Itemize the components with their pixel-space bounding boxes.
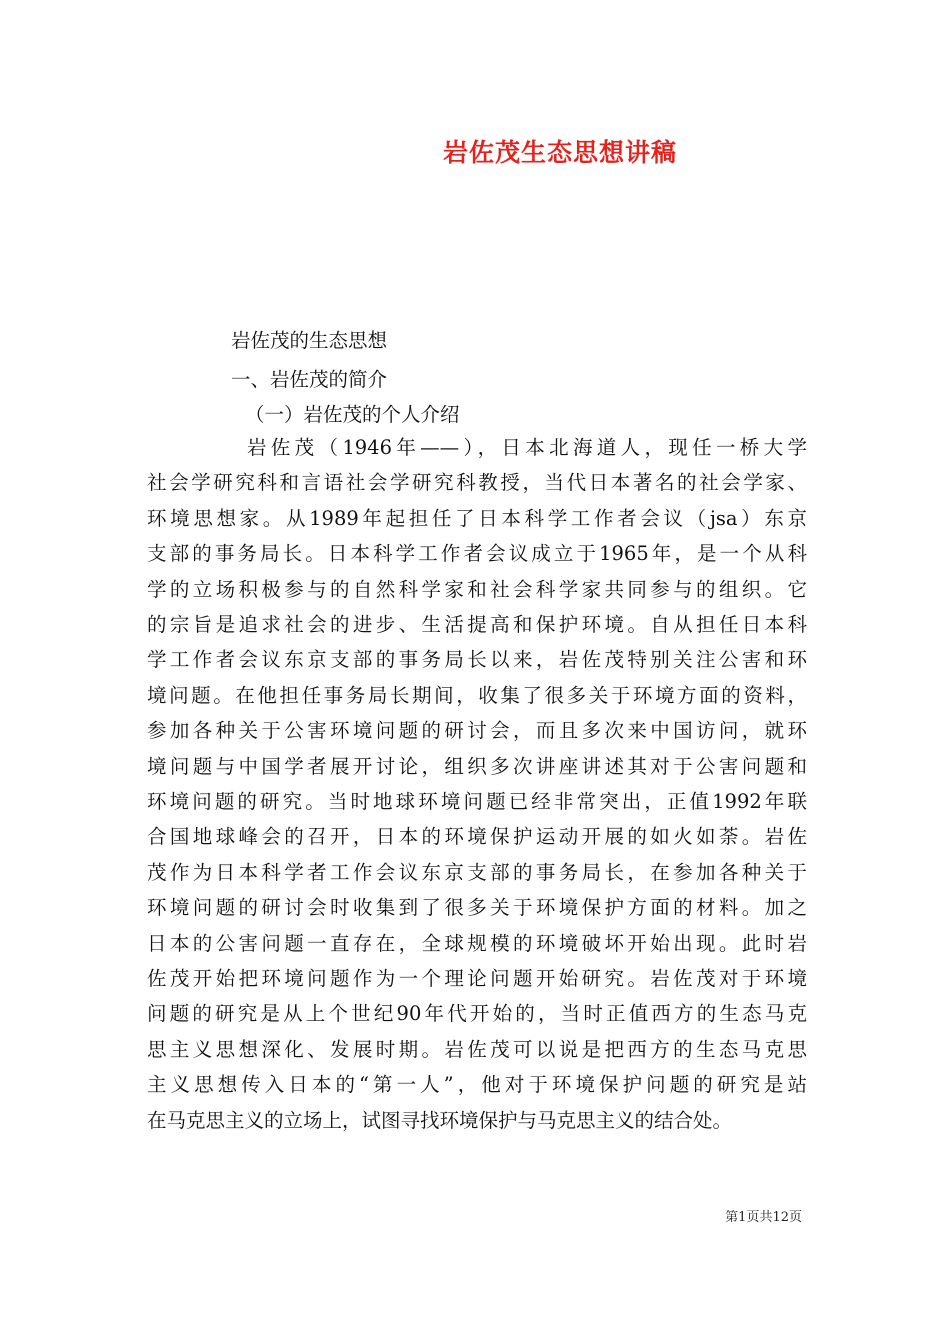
paragraph-line: 支部的事务局长。日本科学工作者会议成立于1965年，是一个从科 [147, 542, 807, 566]
paragraph-line: 主义思想传入日本的“第一人”，他对于环境保护问题的研究是站 [147, 1073, 807, 1097]
page-number-footer: 第1页共12页 [725, 1210, 802, 1225]
paragraph-line: 学工作者会议东京支部的事务局长以来，岩佐茂特别关注公害和环 [147, 648, 807, 672]
paragraph-line: 环境思想家。从1989年起担任了日本科学工作者会议（jsa）东京 [147, 506, 807, 530]
paragraph-line: 环境问题的研究。当时地球环境问题已经非常突出，正值1992年联 [147, 790, 807, 813]
paragraph-line: 佐茂开始把环境问题作为一个理论问题开始研究。岩佐茂对于环境 [147, 967, 807, 990]
paragraph-line: 茂作为日本科学者工作会议东京支部的事务局长，在参加各种关于 [147, 860, 807, 884]
paragraph-line: 参加各种关于公害环境问题的研讨会，而且多次来中国访问，就环 [147, 719, 807, 743]
paragraph-line: 的宗旨是追求社会的进步、生活提高和保护环境。自从担任日本科 [147, 613, 807, 636]
paragraph-line: 在马克思主义的立场上，试图寻找环境保护与马克思主义的结合处。 [147, 1108, 733, 1132]
paragraph-line: 日本的公害问题一直存在，全球规模的环境破坏开始出现。此时岩 [147, 931, 807, 955]
paragraph-line: 学的立场积极参与的自然科学家和社会科学家共同参与的组织。它 [147, 577, 807, 601]
paragraph-line: 问题的研究是从上个世纪90年代开始的，当时正值西方的生态马克 [147, 1002, 807, 1026]
paragraph-line: 环境问题的研讨会时收集到了很多关于环境保护方面的材料。加之 [147, 896, 807, 920]
paragraph-line: 合国地球峰会的召开，日本的环境保护运动开展的如火如荼。岩佐 [147, 825, 807, 849]
paragraph-line: 社会学研究科和言语社会学研究科教授，当代日本著名的社会学家、 [147, 471, 807, 495]
heading-subsection: （一）岩佐茂的个人介绍 [245, 403, 460, 426]
paragraph-line: 岩佐茂（1946年——），日本北海道人，现任一桥大学 [247, 436, 807, 459]
heading-section: 一、岩佐茂的简介 [231, 368, 388, 391]
document-title: 岩佐茂生态思想讲稿 [442, 138, 677, 167]
heading-main: 岩佐茂的生态思想 [231, 329, 388, 352]
paragraph-line: 思主义思想深化、发展时期。岩佐茂可以说是把西方的生态马克思 [147, 1037, 807, 1061]
paragraph-line: 境问题与中国学者展开讨论，组织多次讲座讲述其对于公害问题和 [147, 754, 807, 778]
paragraph-line: 境问题。在他担任事务局长期间，收集了很多关于环境方面的资料， [147, 683, 807, 707]
